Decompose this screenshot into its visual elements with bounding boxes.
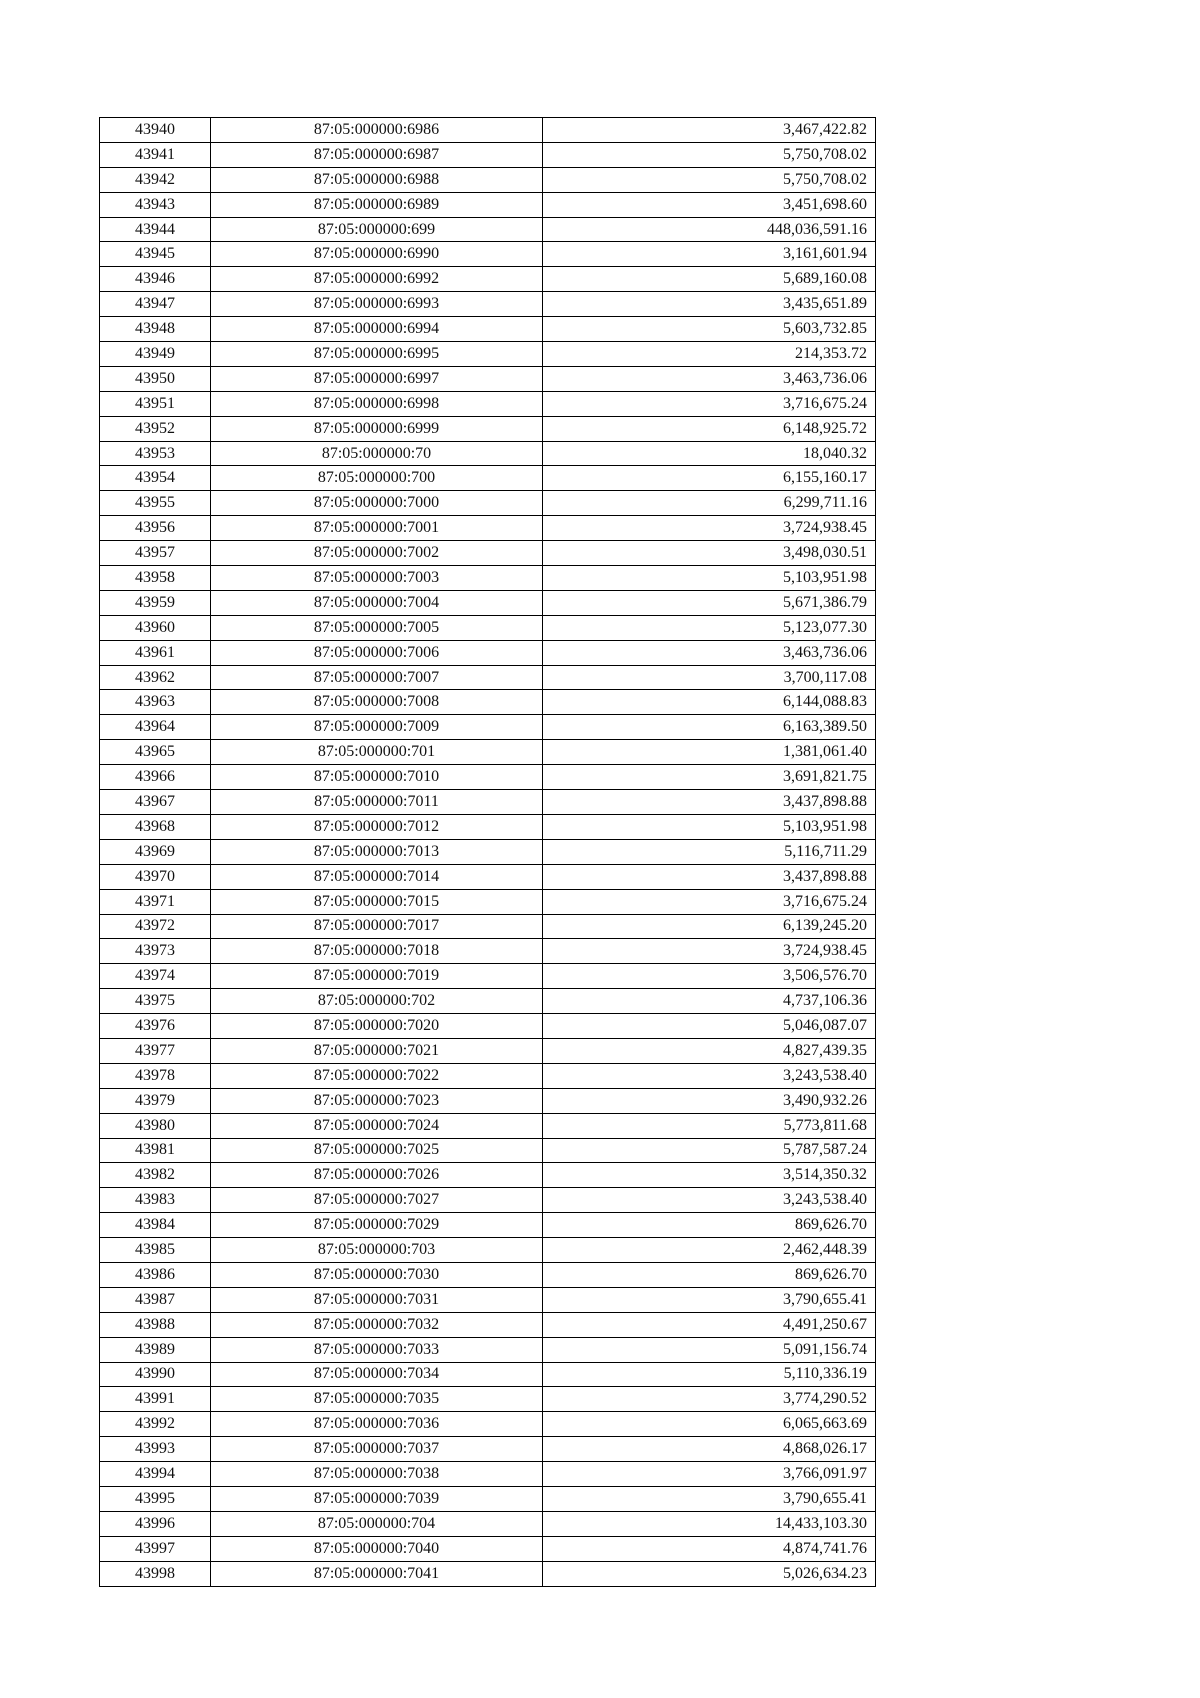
cadastral-number-cell: 87:05:000000:703 <box>211 1238 543 1263</box>
table-row <box>100 1213 876 1238</box>
cadastral-number-cell: 87:05:000000:6999 <box>211 416 543 441</box>
table-row <box>100 292 876 317</box>
table-row <box>100 167 876 192</box>
cadastral-number-cell: 87:05:000000:7020 <box>211 1014 543 1039</box>
table-row <box>100 839 876 864</box>
cadastral-number-cell: 87:05:000000:7040 <box>211 1536 543 1561</box>
value-cell: 3,437,898.88 <box>543 790 876 815</box>
row-index-cell: 43994 <box>100 1462 211 1487</box>
value-cell: 6,299,711.16 <box>543 491 876 516</box>
value-cell: 6,163,389.50 <box>543 715 876 740</box>
value-cell: 5,773,811.68 <box>543 1113 876 1138</box>
row-index-cell: 43995 <box>100 1486 211 1511</box>
cadastral-number-cell: 87:05:000000:7036 <box>211 1412 543 1437</box>
value-cell: 1,381,061.40 <box>543 740 876 765</box>
cadastral-number-cell: 87:05:000000:7014 <box>211 864 543 889</box>
cadastral-number-cell: 87:05:000000:7033 <box>211 1337 543 1362</box>
cadastral-number-cell: 87:05:000000:704 <box>211 1511 543 1536</box>
value-cell: 3,774,290.52 <box>543 1387 876 1412</box>
row-index-cell: 43963 <box>100 690 211 715</box>
table-row <box>100 715 876 740</box>
row-index-cell: 43954 <box>100 466 211 491</box>
cadastral-number-cell: 87:05:000000:7008 <box>211 690 543 715</box>
table-row <box>100 118 876 143</box>
cadastral-number-cell: 87:05:000000:6993 <box>211 292 543 317</box>
row-index-cell: 43979 <box>100 1088 211 1113</box>
row-index-cell: 43990 <box>100 1362 211 1387</box>
value-cell: 3,161,601.94 <box>543 242 876 267</box>
row-index-cell: 43957 <box>100 541 211 566</box>
value-cell: 3,463,736.06 <box>543 640 876 665</box>
table-row <box>100 665 876 690</box>
row-index-cell: 43974 <box>100 964 211 989</box>
value-cell: 4,491,250.67 <box>543 1312 876 1337</box>
cadastral-number-cell: 87:05:000000:6994 <box>211 317 543 342</box>
table-body <box>100 118 876 1587</box>
value-cell: 14,433,103.30 <box>543 1511 876 1536</box>
cadastral-number-cell: 87:05:000000:7024 <box>211 1113 543 1138</box>
value-cell: 3,243,538.40 <box>543 1063 876 1088</box>
row-index-cell: 43949 <box>100 342 211 367</box>
value-cell: 3,243,538.40 <box>543 1188 876 1213</box>
value-cell: 6,144,088.83 <box>543 690 876 715</box>
table-row <box>100 516 876 541</box>
cadastral-number-cell: 87:05:000000:7003 <box>211 566 543 591</box>
table-row <box>100 1113 876 1138</box>
value-cell: 448,036,591.16 <box>543 217 876 242</box>
row-index-cell: 43970 <box>100 864 211 889</box>
table-row <box>100 989 876 1014</box>
row-index-cell: 43978 <box>100 1063 211 1088</box>
row-index-cell: 43948 <box>100 317 211 342</box>
table-row <box>100 939 876 964</box>
value-cell: 5,750,708.02 <box>543 167 876 192</box>
table-row <box>100 1188 876 1213</box>
value-cell: 5,787,587.24 <box>543 1138 876 1163</box>
row-index-cell: 43975 <box>100 989 211 1014</box>
row-index-cell: 43987 <box>100 1287 211 1312</box>
cadastral-number-cell: 87:05:000000:6988 <box>211 167 543 192</box>
row-index-cell: 43942 <box>100 167 211 192</box>
value-cell: 3,724,938.45 <box>543 516 876 541</box>
row-index-cell: 43972 <box>100 914 211 939</box>
row-index-cell: 43983 <box>100 1188 211 1213</box>
cadastral-number-cell: 87:05:000000:7021 <box>211 1038 543 1063</box>
table-row <box>100 1262 876 1287</box>
value-cell: 18,040.32 <box>543 441 876 466</box>
value-cell: 6,148,925.72 <box>543 416 876 441</box>
value-cell: 3,716,675.24 <box>543 391 876 416</box>
row-index-cell: 43955 <box>100 491 211 516</box>
row-index-cell: 43988 <box>100 1312 211 1337</box>
table-row <box>100 864 876 889</box>
row-index-cell: 43947 <box>100 292 211 317</box>
cadastral-number-cell: 87:05:000000:7018 <box>211 939 543 964</box>
value-cell: 4,737,106.36 <box>543 989 876 1014</box>
value-cell: 5,689,160.08 <box>543 267 876 292</box>
row-index-cell: 43981 <box>100 1138 211 1163</box>
row-index-cell: 43976 <box>100 1014 211 1039</box>
cadastral-number-cell: 87:05:000000:7031 <box>211 1287 543 1312</box>
cadastral-number-cell: 87:05:000000:7029 <box>211 1213 543 1238</box>
value-cell: 5,103,951.98 <box>543 814 876 839</box>
row-index-cell: 43968 <box>100 814 211 839</box>
cadastral-number-cell: 87:05:000000:7013 <box>211 839 543 864</box>
cadastral-number-cell: 87:05:000000:7023 <box>211 1088 543 1113</box>
row-index-cell: 43980 <box>100 1113 211 1138</box>
table-row <box>100 814 876 839</box>
value-cell: 3,790,655.41 <box>543 1287 876 1312</box>
value-cell: 5,603,732.85 <box>543 317 876 342</box>
row-index-cell: 43984 <box>100 1213 211 1238</box>
table-row <box>100 640 876 665</box>
value-cell: 6,065,663.69 <box>543 1412 876 1437</box>
cadastral-number-cell: 87:05:000000:7001 <box>211 516 543 541</box>
row-index-cell: 43991 <box>100 1387 211 1412</box>
row-index-cell: 43967 <box>100 790 211 815</box>
cadastral-number-cell: 87:05:000000:6990 <box>211 242 543 267</box>
row-index-cell: 43993 <box>100 1437 211 1462</box>
table-row <box>100 1287 876 1312</box>
cadastral-number-cell: 87:05:000000:7027 <box>211 1188 543 1213</box>
table-row <box>100 267 876 292</box>
row-index-cell: 43943 <box>100 192 211 217</box>
row-index-cell: 43973 <box>100 939 211 964</box>
table-row <box>100 1163 876 1188</box>
value-cell: 5,123,077.30 <box>543 615 876 640</box>
table-row <box>100 1014 876 1039</box>
value-cell: 869,626.70 <box>543 1262 876 1287</box>
cadastral-number-cell: 87:05:000000:7032 <box>211 1312 543 1337</box>
row-index-cell: 43965 <box>100 740 211 765</box>
value-cell: 3,463,736.06 <box>543 366 876 391</box>
table-row <box>100 566 876 591</box>
table-row <box>100 541 876 566</box>
cadastral-number-cell: 87:05:000000:7022 <box>211 1063 543 1088</box>
row-index-cell: 43989 <box>100 1337 211 1362</box>
row-index-cell: 43986 <box>100 1262 211 1287</box>
value-cell: 5,750,708.02 <box>543 142 876 167</box>
value-cell: 3,724,938.45 <box>543 939 876 964</box>
cadastral-value-table <box>99 117 876 1587</box>
row-index-cell: 43998 <box>100 1561 211 1586</box>
row-index-cell: 43946 <box>100 267 211 292</box>
value-cell: 4,868,026.17 <box>543 1437 876 1462</box>
cadastral-number-cell: 87:05:000000:7005 <box>211 615 543 640</box>
value-cell: 3,437,898.88 <box>543 864 876 889</box>
cadastral-number-cell: 87:05:000000:6998 <box>211 391 543 416</box>
table-row <box>100 590 876 615</box>
value-cell: 2,462,448.39 <box>543 1238 876 1263</box>
value-cell: 3,506,576.70 <box>543 964 876 989</box>
cadastral-number-cell: 87:05:000000:6987 <box>211 142 543 167</box>
cadastral-number-cell: 87:05:000000:7009 <box>211 715 543 740</box>
cadastral-number-cell: 87:05:000000:701 <box>211 740 543 765</box>
table-row <box>100 740 876 765</box>
table-row <box>100 491 876 516</box>
value-cell: 3,490,932.26 <box>543 1088 876 1113</box>
table-row <box>100 217 876 242</box>
table-row <box>100 142 876 167</box>
row-index-cell: 43961 <box>100 640 211 665</box>
table-row <box>100 889 876 914</box>
table-row <box>100 765 876 790</box>
value-cell: 3,467,422.82 <box>543 118 876 143</box>
row-index-cell: 43940 <box>100 118 211 143</box>
table-row <box>100 1462 876 1487</box>
cadastral-number-cell: 87:05:000000:7004 <box>211 590 543 615</box>
table-row <box>100 1561 876 1586</box>
cadastral-number-cell: 87:05:000000:7037 <box>211 1437 543 1462</box>
table-row <box>100 914 876 939</box>
cadastral-number-cell: 87:05:000000:7007 <box>211 665 543 690</box>
cadastral-number-cell: 87:05:000000:7025 <box>211 1138 543 1163</box>
cadastral-number-cell: 87:05:000000:7002 <box>211 541 543 566</box>
value-cell: 3,766,091.97 <box>543 1462 876 1487</box>
cadastral-number-cell: 87:05:000000:7012 <box>211 814 543 839</box>
table-row <box>100 1412 876 1437</box>
table-row <box>100 242 876 267</box>
value-cell: 3,435,651.89 <box>543 292 876 317</box>
cadastral-number-cell: 87:05:000000:699 <box>211 217 543 242</box>
cadastral-number-cell: 87:05:000000:6995 <box>211 342 543 367</box>
cadastral-number-cell: 87:05:000000:7030 <box>211 1262 543 1287</box>
table-row <box>100 790 876 815</box>
cadastral-number-cell: 87:05:000000:7017 <box>211 914 543 939</box>
cadastral-number-cell: 87:05:000000:7019 <box>211 964 543 989</box>
cadastral-number-cell: 87:05:000000:7041 <box>211 1561 543 1586</box>
table-row <box>100 1063 876 1088</box>
table-row <box>100 1238 876 1263</box>
table-row <box>100 1088 876 1113</box>
row-index-cell: 43944 <box>100 217 211 242</box>
table-row <box>100 366 876 391</box>
value-cell: 214,353.72 <box>543 342 876 367</box>
value-cell: 5,110,336.19 <box>543 1362 876 1387</box>
row-index-cell: 43962 <box>100 665 211 690</box>
row-index-cell: 43958 <box>100 566 211 591</box>
table-row <box>100 1486 876 1511</box>
row-index-cell: 43985 <box>100 1238 211 1263</box>
row-index-cell: 43941 <box>100 142 211 167</box>
row-index-cell: 43950 <box>100 366 211 391</box>
table-row <box>100 466 876 491</box>
value-cell: 3,451,698.60 <box>543 192 876 217</box>
row-index-cell: 43971 <box>100 889 211 914</box>
row-index-cell: 43953 <box>100 441 211 466</box>
row-index-cell: 43992 <box>100 1412 211 1437</box>
value-cell: 5,046,087.07 <box>543 1014 876 1039</box>
value-cell: 3,790,655.41 <box>543 1486 876 1511</box>
cadastral-number-cell: 87:05:000000:702 <box>211 989 543 1014</box>
value-cell: 5,091,156.74 <box>543 1337 876 1362</box>
value-cell: 3,514,350.32 <box>543 1163 876 1188</box>
cadastral-number-cell: 87:05:000000:6989 <box>211 192 543 217</box>
row-index-cell: 43977 <box>100 1038 211 1063</box>
row-index-cell: 43969 <box>100 839 211 864</box>
cadastral-number-cell: 87:05:000000:70 <box>211 441 543 466</box>
cadastral-number-cell: 87:05:000000:6997 <box>211 366 543 391</box>
row-index-cell: 43956 <box>100 516 211 541</box>
cadastral-number-cell: 87:05:000000:7035 <box>211 1387 543 1412</box>
row-index-cell: 43945 <box>100 242 211 267</box>
cadastral-number-cell: 87:05:000000:7010 <box>211 765 543 790</box>
row-index-cell: 43982 <box>100 1163 211 1188</box>
row-index-cell: 43951 <box>100 391 211 416</box>
cadastral-number-cell: 87:05:000000:7026 <box>211 1163 543 1188</box>
value-cell: 3,716,675.24 <box>543 889 876 914</box>
row-index-cell: 43960 <box>100 615 211 640</box>
value-cell: 3,498,030.51 <box>543 541 876 566</box>
row-index-cell: 43952 <box>100 416 211 441</box>
table-row <box>100 1138 876 1163</box>
cadastral-number-cell: 87:05:000000:7039 <box>211 1486 543 1511</box>
table-row <box>100 1038 876 1063</box>
table-row <box>100 615 876 640</box>
row-index-cell: 43966 <box>100 765 211 790</box>
table-row <box>100 342 876 367</box>
value-cell: 6,139,245.20 <box>543 914 876 939</box>
value-cell: 869,626.70 <box>543 1213 876 1238</box>
table-row <box>100 1362 876 1387</box>
table-row <box>100 1511 876 1536</box>
cadastral-number-cell: 87:05:000000:7011 <box>211 790 543 815</box>
table-row <box>100 964 876 989</box>
cadastral-number-cell: 87:05:000000:6986 <box>211 118 543 143</box>
row-index-cell: 43997 <box>100 1536 211 1561</box>
table-row <box>100 416 876 441</box>
cadastral-number-cell: 87:05:000000:7038 <box>211 1462 543 1487</box>
cadastral-number-cell: 87:05:000000:7034 <box>211 1362 543 1387</box>
value-cell: 5,116,711.29 <box>543 839 876 864</box>
cadastral-number-cell: 87:05:000000:700 <box>211 466 543 491</box>
row-index-cell: 43959 <box>100 590 211 615</box>
value-cell: 4,827,439.35 <box>543 1038 876 1063</box>
row-index-cell: 43964 <box>100 715 211 740</box>
cadastral-number-cell: 87:05:000000:7006 <box>211 640 543 665</box>
cadastral-number-cell: 87:05:000000:6992 <box>211 267 543 292</box>
cadastral-number-cell: 87:05:000000:7015 <box>211 889 543 914</box>
table-row <box>100 192 876 217</box>
table-row <box>100 391 876 416</box>
table-row <box>100 1337 876 1362</box>
value-cell: 6,155,160.17 <box>543 466 876 491</box>
value-cell: 4,874,741.76 <box>543 1536 876 1561</box>
value-cell: 5,103,951.98 <box>543 566 876 591</box>
value-cell: 5,026,634.23 <box>543 1561 876 1586</box>
table-row <box>100 1437 876 1462</box>
table-row <box>100 441 876 466</box>
value-cell: 3,700,117.08 <box>543 665 876 690</box>
value-cell: 3,691,821.75 <box>543 765 876 790</box>
table-row <box>100 1312 876 1337</box>
table-row <box>100 1536 876 1561</box>
table-row <box>100 690 876 715</box>
value-cell: 5,671,386.79 <box>543 590 876 615</box>
cadastral-number-cell: 87:05:000000:7000 <box>211 491 543 516</box>
table-row <box>100 317 876 342</box>
row-index-cell: 43996 <box>100 1511 211 1536</box>
table-row <box>100 1387 876 1412</box>
